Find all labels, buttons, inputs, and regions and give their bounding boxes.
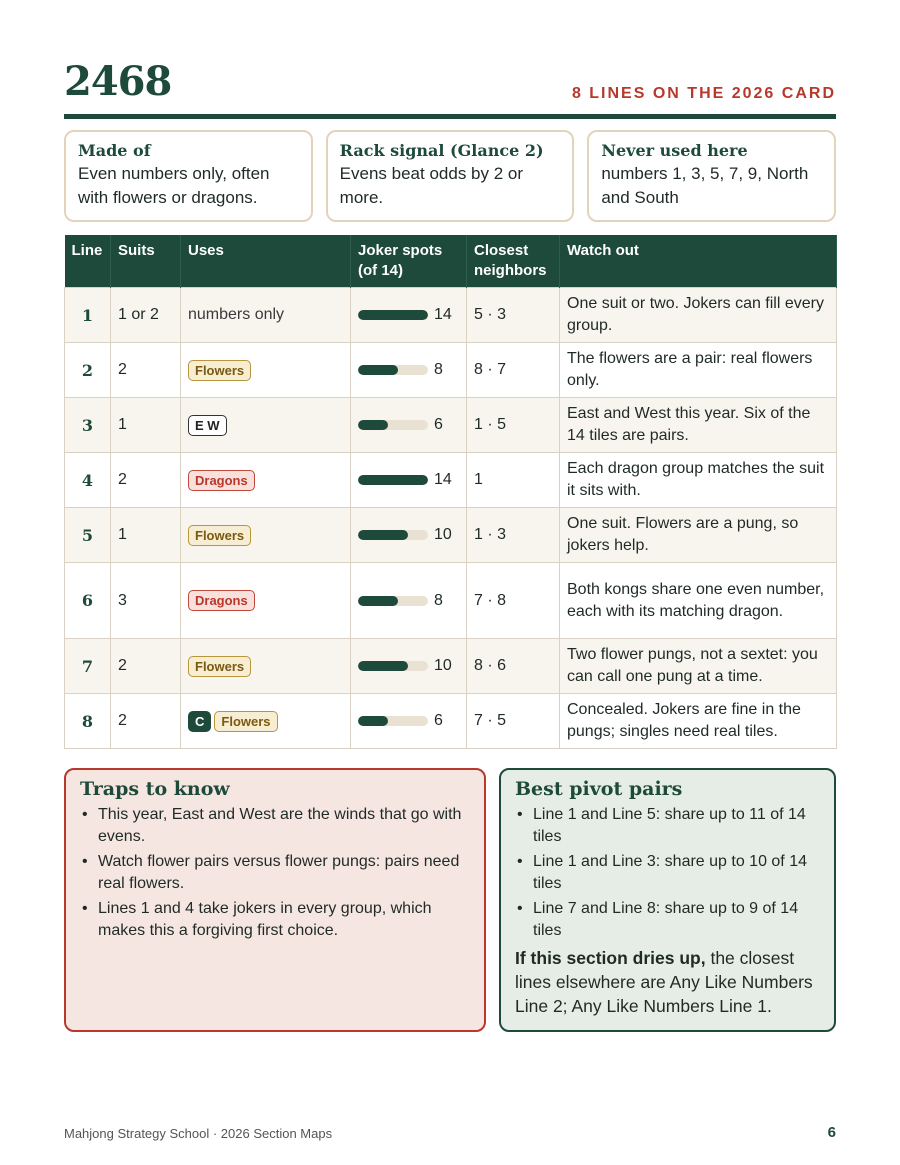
- joker-bar: [358, 592, 459, 610]
- list-item: • Line 1 and Line 3: share up to 10 of 14 tiles: [515, 851, 820, 895]
- joker-bar-fill: [358, 475, 428, 485]
- table-row: [65, 398, 837, 453]
- line-number: 2: [65, 343, 111, 398]
- table-row: [65, 453, 837, 508]
- joker-bar-fill: [358, 661, 408, 671]
- title-rule: [64, 114, 836, 119]
- joker-bar-fill: [358, 365, 398, 375]
- joker-bar-track: [358, 475, 428, 485]
- table-row: [65, 694, 837, 749]
- list-item: • Lines 1 and 4 take jokers in every group, which makes this a forgiving first choice.: [80, 898, 470, 942]
- fallback-lead: If this section dries up,: [515, 948, 706, 968]
- list-item: • This year, East and West are the winds that go with evens.: [80, 804, 470, 848]
- joker-bar-track: [358, 661, 428, 671]
- joker-bar: [358, 416, 459, 434]
- neighbors-cell: 1: [467, 453, 560, 508]
- uses-cell: [181, 453, 351, 508]
- traps-list: [80, 804, 470, 942]
- line-number: 5: [65, 508, 111, 563]
- list-item: • Line 7 and Line 8: share up to 9 of 14 tiles: [515, 898, 820, 942]
- fallback-note: [515, 946, 820, 1018]
- card-text: Even numbers only, often with flowers or dragons.: [78, 164, 270, 207]
- joker-spots-cell: [351, 694, 467, 749]
- uses-cell: [181, 639, 351, 694]
- joker-spots-cell: [351, 453, 467, 508]
- suits-cell: 1: [111, 508, 181, 563]
- flowers-badge: Flowers: [188, 525, 251, 546]
- card-title: Rack signal (Glance 2): [339, 141, 544, 160]
- card-rack-signal: [326, 130, 575, 222]
- neighbors-cell: 8 · 6: [467, 639, 560, 694]
- fallback-text: the closest lines elsewhere are Any Like Numbers Line 2; Any Like Numbers Line 1.: [515, 948, 813, 1016]
- suits-cell: 2: [111, 639, 181, 694]
- page-title: 2468: [64, 58, 172, 105]
- header-watch-out: Watch out: [560, 235, 837, 288]
- joker-count: 8: [434, 591, 443, 609]
- watch-out-cell: Two flower pungs, not a sextet: you can call one pung at a time.: [560, 639, 837, 694]
- joker-bar-track: [358, 530, 428, 540]
- lines-table: [64, 235, 837, 749]
- joker-spots-cell: [351, 508, 467, 563]
- joker-spots-cell: [351, 639, 467, 694]
- header-closest-neighbors: Closest neighbors: [467, 235, 560, 288]
- summary-cards: [64, 130, 836, 222]
- suits-cell: 2: [111, 453, 181, 508]
- winds-badge: E W: [188, 415, 227, 436]
- joker-bar: [358, 526, 459, 544]
- line-number: 3: [65, 398, 111, 453]
- watch-out-cell: One suit or two. Jokers can fill every group.: [560, 288, 837, 343]
- list-item: • Line 1 and Line 5: share up to 11 of 14 tiles: [515, 804, 820, 848]
- uses-cell: [181, 398, 351, 453]
- watch-out-cell: Both kongs share one even number, each with its matching dragon.: [560, 563, 837, 639]
- page-number: 6: [827, 1124, 836, 1141]
- joker-bar: [358, 306, 459, 324]
- pivots-panel: [499, 768, 836, 1032]
- joker-bar-track: [358, 716, 428, 726]
- line-number: 7: [65, 639, 111, 694]
- pivots-title: Best pivot pairs: [515, 778, 683, 800]
- header-line: Line: [65, 235, 111, 288]
- joker-bar-fill: [358, 530, 408, 540]
- table-row: [65, 288, 837, 343]
- joker-spots-cell: [351, 398, 467, 453]
- card-title: Made of: [78, 141, 151, 160]
- traps-panel: [64, 768, 486, 1032]
- joker-count: 8: [434, 361, 443, 378]
- traps-title: Traps to know: [80, 778, 230, 800]
- card-text: numbers 1, 3, 5, 7, 9, North and South: [601, 164, 809, 207]
- list-item: • Watch flower pairs versus flower pungs: pairs need real flowers.: [80, 851, 470, 895]
- neighbors-cell: 8 · 7: [467, 343, 560, 398]
- uses-cell: [181, 508, 351, 563]
- suits-cell: 1 or 2: [111, 288, 181, 343]
- watch-out-cell: East and West this year. Six of the 14 tiles are pairs.: [560, 398, 837, 453]
- joker-count: 14: [434, 471, 452, 488]
- flowers-badge: Flowers: [188, 656, 251, 677]
- joker-count: 10: [434, 526, 452, 543]
- neighbors-cell: 5 · 3: [467, 288, 560, 343]
- neighbors-cell: 1 · 5: [467, 398, 560, 453]
- watch-out-cell: Concealed. Jokers are fine in the pungs; singles need real tiles.: [560, 694, 837, 749]
- header-joker-spots: Joker spots (of 14): [351, 235, 467, 288]
- uses-cell: [181, 694, 351, 749]
- joker-bar-track: [358, 365, 428, 375]
- watch-out-cell: The flowers are a pair: real flowers only.: [560, 343, 837, 398]
- line-number: 8: [65, 694, 111, 749]
- joker-bar: [358, 657, 459, 675]
- watch-out-cell: One suit. Flowers are a pung, so jokers help.: [560, 508, 837, 563]
- footer-source: Mahjong Strategy School · 2026 Section Maps: [64, 1126, 333, 1141]
- joker-bar-track: [358, 310, 428, 320]
- table-row: [65, 563, 837, 639]
- table-body: [65, 288, 837, 749]
- card-title: Never used here: [601, 141, 748, 160]
- suits-cell: 1: [111, 398, 181, 453]
- card-made-of: [64, 130, 313, 222]
- card-text: Evens beat odds by 2 or more.: [339, 164, 524, 207]
- flowers-badge: Flowers: [214, 711, 277, 732]
- header-suits: Suits: [111, 235, 181, 288]
- joker-count: 14: [434, 306, 452, 323]
- joker-count: 6: [434, 416, 443, 433]
- joker-bar-fill: [358, 596, 398, 606]
- flowers-badge: Flowers: [188, 360, 251, 381]
- joker-bar-fill: [358, 310, 428, 320]
- neighbors-cell: 7 · 8: [467, 563, 560, 639]
- dragons-badge: Dragons: [188, 590, 255, 611]
- line-number: 4: [65, 453, 111, 508]
- table-header-row: [65, 235, 837, 288]
- neighbors-cell: 1 · 3: [467, 508, 560, 563]
- joker-bar-fill: [358, 716, 388, 726]
- table-row: [65, 343, 837, 398]
- neighbors-cell: 7 · 5: [467, 694, 560, 749]
- uses-cell: [181, 288, 351, 343]
- joker-bar-track: [358, 596, 428, 606]
- suits-cell: 2: [111, 694, 181, 749]
- uses-text: numbers only: [188, 306, 285, 323]
- uses-cell: [181, 343, 351, 398]
- uses-cell: [181, 563, 351, 639]
- joker-spots-cell: [351, 343, 467, 398]
- dragons-badge: Dragons: [188, 470, 255, 491]
- joker-bar-track: [358, 420, 428, 430]
- table-row: [65, 639, 837, 694]
- joker-bar-fill: [358, 420, 388, 430]
- suits-cell: 2: [111, 343, 181, 398]
- line-number: 6: [65, 563, 111, 639]
- pivots-list: [515, 804, 820, 942]
- joker-bar: [358, 471, 459, 489]
- table-row: [65, 508, 837, 563]
- suits-cell: 3: [111, 563, 181, 639]
- watch-out-cell: Each dragon group matches the suit it sits with.: [560, 453, 837, 508]
- joker-spots-cell: [351, 563, 467, 639]
- concealed-badge: C: [188, 711, 211, 732]
- joker-spots-cell: [351, 288, 467, 343]
- line-number: 1: [65, 288, 111, 343]
- joker-count: 10: [434, 657, 452, 674]
- card-never-used: [587, 130, 836, 222]
- header-uses: Uses: [181, 235, 351, 288]
- joker-bar: [358, 712, 459, 730]
- joker-count: 6: [434, 712, 443, 729]
- page-subtitle: 8 LINES ON THE 2026 CARD: [571, 85, 836, 102]
- joker-bar: [358, 361, 459, 379]
